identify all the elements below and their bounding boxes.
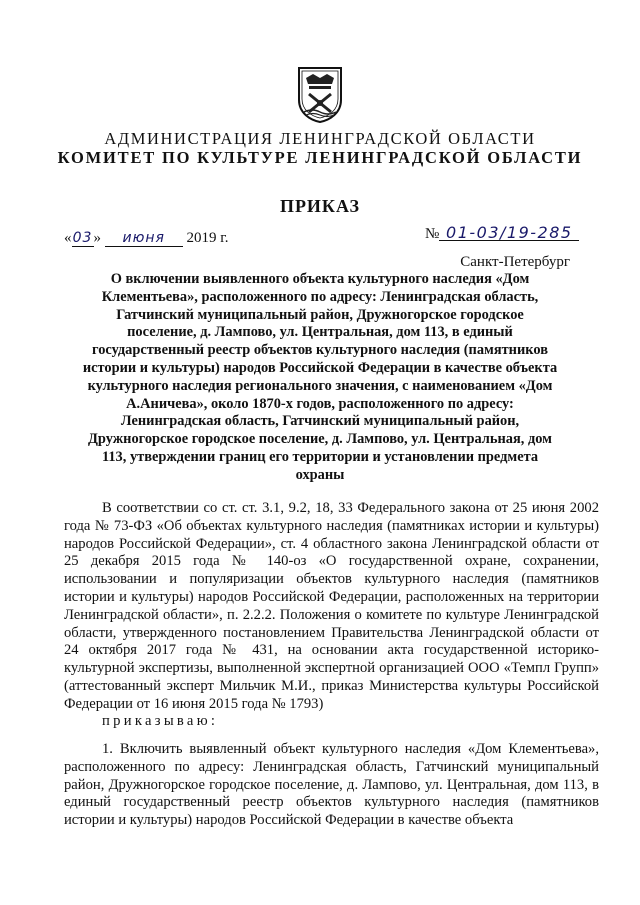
order-word: приказываю: <box>102 713 219 729</box>
order-subject: О включении выявленного объекта культурного наследия «Дом Клементьева», расположенного по адресу: Ленинградская область, Гатчинский муниципальный район, Дружногорское городское поселение, д. Лампово, ул. Центральная, дом 113, в единый государственный реестр объектов культурного наследия (памятников истории и культуры) народов Российской Федерации в качестве объекта культурного наследия регионального значения, с наименованием «Дом А.Аничева», около 1870-х годов, расположенного по адресу: Ленинградская область, Гатчинский муниципальный район, Дружногорское городское поселение, д. Лампово, ул. Центральная, дом 113, утверждении границ его территории и установлении предмета охраны <box>82 271 558 483</box>
coat-of-arms-icon <box>297 66 343 123</box>
date-month: июня <box>105 231 183 247</box>
preamble-text: В соответствии со ст. ст. 3.1, 9.2, 18, 33 Федерального закона от 25 июня 2002 года № 73-ФЗ «Об объектах культурного наследия (памятниках истории и культуры) народов Российской Федерации», ст. 4 областного закона Ленинградской области от 25 декабря 2015 года № 140-оз «О государственной охране, сохранении, использовании и популяризации объектов культурного наследия (памятников истории и культуры) народов Российской Федерации, расположенных на территории Ленинградской области», п. 2.2.2. Положения о комитете по культуре Ленинградской области, утвержденного постановлением Правительства Ленинградской области от 24 октября 2017 года № 431, на основании акта государственной историко-культурной экспертизы, выполненной экспертной организацией ООО «Темпл Групп» (аттестованный эксперт Мильчик М.И., приказ Министерства культуры Российской Федерации от 16 июня 2015 года № 1793) <box>64 500 599 712</box>
organization-name: АДМИНИСТРАЦИЯ ЛЕНИНГРАДСКОЙ ОБЛАСТИ <box>104 129 536 148</box>
date-open-quote: « <box>64 230 72 246</box>
date-close-quote: » <box>93 230 101 246</box>
committee-name: КОМИТЕТ ПО КУЛЬТУРЕ ЛЕНИНГРАДСКОЙ ОБЛАСТИ <box>57 148 583 167</box>
city: Санкт-Петербург <box>460 254 570 270</box>
date-year: 2019 г. <box>186 230 229 246</box>
order-number <box>425 225 579 243</box>
item-1-paragraph <box>64 741 599 830</box>
document-title: ПРИКАЗ <box>279 196 361 216</box>
order-date <box>64 229 228 247</box>
date-day: 03 <box>72 230 93 246</box>
number-sign: № <box>425 226 440 242</box>
preamble-paragraph <box>64 500 599 714</box>
item-1-text: 1. Включить выявленный объект культурного наследия «Дом Клементьева», расположенного по адресу: Ленинградская область, Гатчинский муниципальный район, Дружногорское городское поселение, д. Лампово, ул. Центральная, дом 113, в единый государственный реестр объектов культурного наследия (памятников истории и культуры) народов Российской Федерации в качестве объекта <box>64 741 599 829</box>
number-value: 01-03/19-285 <box>439 225 579 241</box>
